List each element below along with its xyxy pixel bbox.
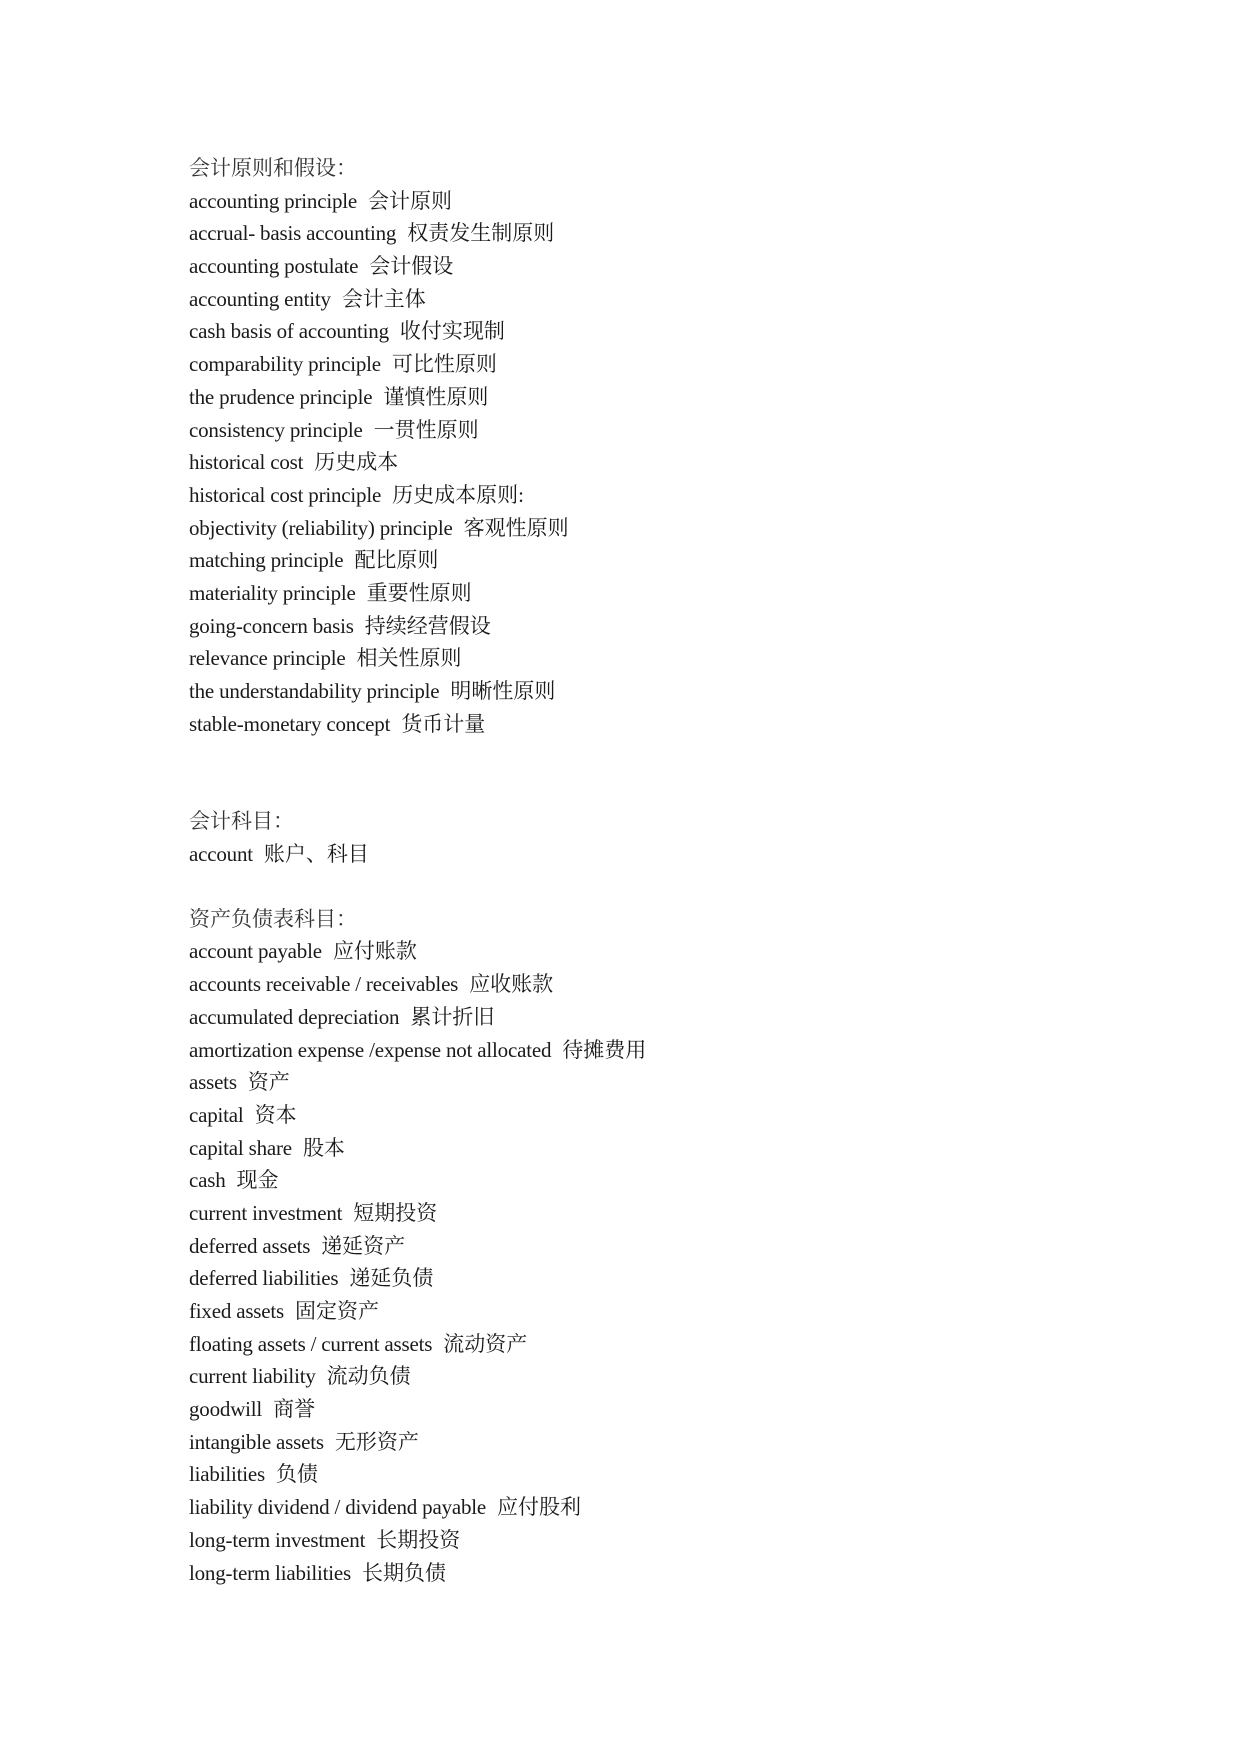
english-term: accounts receivable / receivables — [189, 972, 459, 997]
section-principles — [189, 152, 1089, 740]
english-term: floating assets / current assets — [189, 1331, 433, 1356]
term-entry — [189, 1197, 1089, 1230]
english-term: cash basis of accounting — [189, 319, 389, 344]
english-term: account payable — [189, 939, 322, 964]
chinese-term: 重要性原则 — [366, 580, 472, 605]
chinese-term: 权责发生制原则 — [407, 221, 555, 246]
section-spacer — [189, 740, 1089, 805]
english-term: historical cost principle — [189, 482, 382, 507]
chinese-term: 收付实现制 — [399, 319, 505, 344]
section-heading: 会计原则和假设： — [189, 156, 357, 180]
english-term: liabilities — [189, 1462, 265, 1487]
term-entry — [189, 1491, 1089, 1524]
term-entry — [189, 217, 1089, 250]
english-term: accrual- basis accounting — [189, 221, 397, 246]
term-entry — [189, 1393, 1089, 1426]
term-entry — [189, 479, 1089, 512]
english-term: current investment — [189, 1200, 343, 1225]
english-term: comparability principle — [189, 352, 381, 377]
term-entry — [189, 185, 1089, 218]
chinese-term: 应付账款 — [332, 939, 417, 964]
chinese-term: 短期投资 — [353, 1200, 438, 1225]
chinese-term: 账户、科目 — [263, 842, 369, 867]
chinese-term: 历史成本 — [314, 450, 399, 475]
chinese-term: 明晰性原则 — [450, 679, 556, 703]
english-term: accounting postulate — [189, 254, 359, 279]
term-entry — [189, 1001, 1089, 1034]
term-entry — [189, 512, 1089, 545]
chinese-term: 资产 — [247, 1070, 290, 1095]
term-entry — [189, 544, 1089, 577]
english-term: going-concern basis — [189, 613, 354, 638]
chinese-term: 负债 — [275, 1462, 318, 1487]
english-term: liability dividend / dividend payable — [189, 1495, 487, 1520]
english-term: capital — [189, 1102, 244, 1127]
chinese-term: 固定资产 — [295, 1299, 379, 1323]
english-term: goodwill — [189, 1397, 263, 1422]
english-term: long-term liabilities — [189, 1560, 352, 1585]
term-entry — [189, 935, 1089, 968]
english-term: amortization expense /expense not allocated — [189, 1037, 552, 1062]
english-term: cash — [189, 1168, 226, 1193]
term-entry — [189, 1099, 1089, 1132]
english-term: long-term investment — [189, 1527, 366, 1552]
chinese-term: 客观性原则 — [463, 515, 569, 540]
chinese-term: 递延资产 — [321, 1233, 406, 1258]
chinese-term: 持续经营假设 — [364, 613, 491, 638]
term-entry — [189, 1524, 1089, 1557]
term-entry — [189, 1132, 1089, 1165]
english-term: deferred assets — [189, 1233, 311, 1258]
english-term: relevance principle — [189, 646, 346, 671]
term-entry — [189, 381, 1089, 414]
term-entry — [189, 1426, 1089, 1459]
chinese-term: 资本 — [254, 1102, 297, 1127]
english-term: deferred liabilities — [189, 1266, 339, 1291]
chinese-term: 会计原则 — [368, 188, 453, 213]
english-term: objectivity (reliability) principle — [189, 515, 453, 540]
english-term: fixed assets — [189, 1299, 284, 1323]
chinese-term: 配比原则 — [354, 548, 439, 573]
term-entry — [189, 577, 1089, 610]
chinese-term: 一贯性原则 — [373, 417, 479, 442]
chinese-term: 可比性原则 — [391, 352, 497, 377]
term-entry — [189, 1262, 1089, 1295]
term-entry — [189, 1295, 1089, 1328]
chinese-term: 现金 — [236, 1168, 279, 1193]
english-term: assets — [189, 1070, 237, 1095]
term-entry — [189, 414, 1089, 447]
term-entry — [189, 1164, 1089, 1197]
english-term: materiality principle — [189, 580, 356, 605]
chinese-term: 谨慎性原则 — [383, 384, 489, 409]
chinese-term: 待摊费用 — [562, 1037, 647, 1062]
english-term: current liability — [189, 1364, 316, 1389]
term-entry — [189, 1360, 1089, 1393]
term-entry — [189, 838, 1089, 871]
english-term: the understandability principle — [189, 679, 440, 703]
chinese-term: 股本 — [302, 1135, 345, 1160]
chinese-term: 无形资产 — [334, 1429, 419, 1454]
term-entry — [189, 708, 1089, 741]
term-entry — [189, 1230, 1089, 1263]
section-heading: 资产负债表科目： — [189, 906, 357, 931]
chinese-term: 累计折旧 — [410, 1004, 495, 1029]
term-entry — [189, 1458, 1089, 1491]
english-term: accumulated depreciation — [189, 1004, 400, 1029]
term-entry — [189, 1328, 1089, 1361]
english-term: accounting entity — [189, 286, 331, 311]
chinese-term: 流动负债 — [326, 1364, 411, 1389]
term-entry — [189, 1034, 1089, 1067]
term-entry — [189, 1557, 1089, 1590]
term-entry — [189, 1066, 1089, 1099]
chinese-term: 会计假设 — [369, 254, 454, 279]
term-entry — [189, 968, 1089, 1001]
english-term: stable-monetary concept — [189, 711, 391, 736]
chinese-term: 递延负债 — [349, 1266, 434, 1291]
english-term: capital share — [189, 1135, 292, 1160]
term-entry — [189, 675, 1089, 708]
term-entry — [189, 446, 1089, 479]
section-accounts — [189, 805, 1089, 870]
term-entry — [189, 610, 1089, 643]
chinese-term: 相关性原则 — [356, 646, 462, 671]
entry-list — [189, 185, 1089, 741]
term-entry — [189, 283, 1089, 316]
english-term: historical cost — [189, 450, 304, 475]
english-term: consistency principle — [189, 417, 363, 442]
english-term: the prudence principle — [189, 384, 373, 409]
term-entry — [189, 348, 1089, 381]
chinese-term: 长期投资 — [376, 1527, 461, 1552]
english-term: matching principle — [189, 548, 344, 573]
term-entry — [189, 250, 1089, 283]
chinese-term: 应付股利 — [497, 1495, 582, 1520]
chinese-term: 长期负债 — [362, 1560, 447, 1585]
chinese-term: 货币计量 — [401, 711, 486, 736]
english-term: intangible assets — [189, 1429, 324, 1454]
chinese-term: 历史成本原则: — [392, 482, 524, 507]
term-entry — [189, 315, 1089, 348]
chinese-term: 商誉 — [273, 1397, 316, 1422]
section-heading: 会计科目： — [189, 809, 294, 834]
document-body — [189, 152, 1089, 1589]
section-balance-sheet — [189, 903, 1089, 1589]
section-spacer — [189, 871, 1089, 903]
english-term: account — [189, 842, 253, 867]
chinese-term: 应收账款 — [469, 972, 554, 997]
term-entry — [189, 642, 1089, 675]
english-term: accounting principle — [189, 188, 358, 213]
entry-list — [189, 935, 1089, 1589]
chinese-term: 流动资产 — [443, 1331, 528, 1356]
entry-list — [189, 838, 1089, 871]
chinese-term: 会计主体 — [341, 286, 426, 311]
